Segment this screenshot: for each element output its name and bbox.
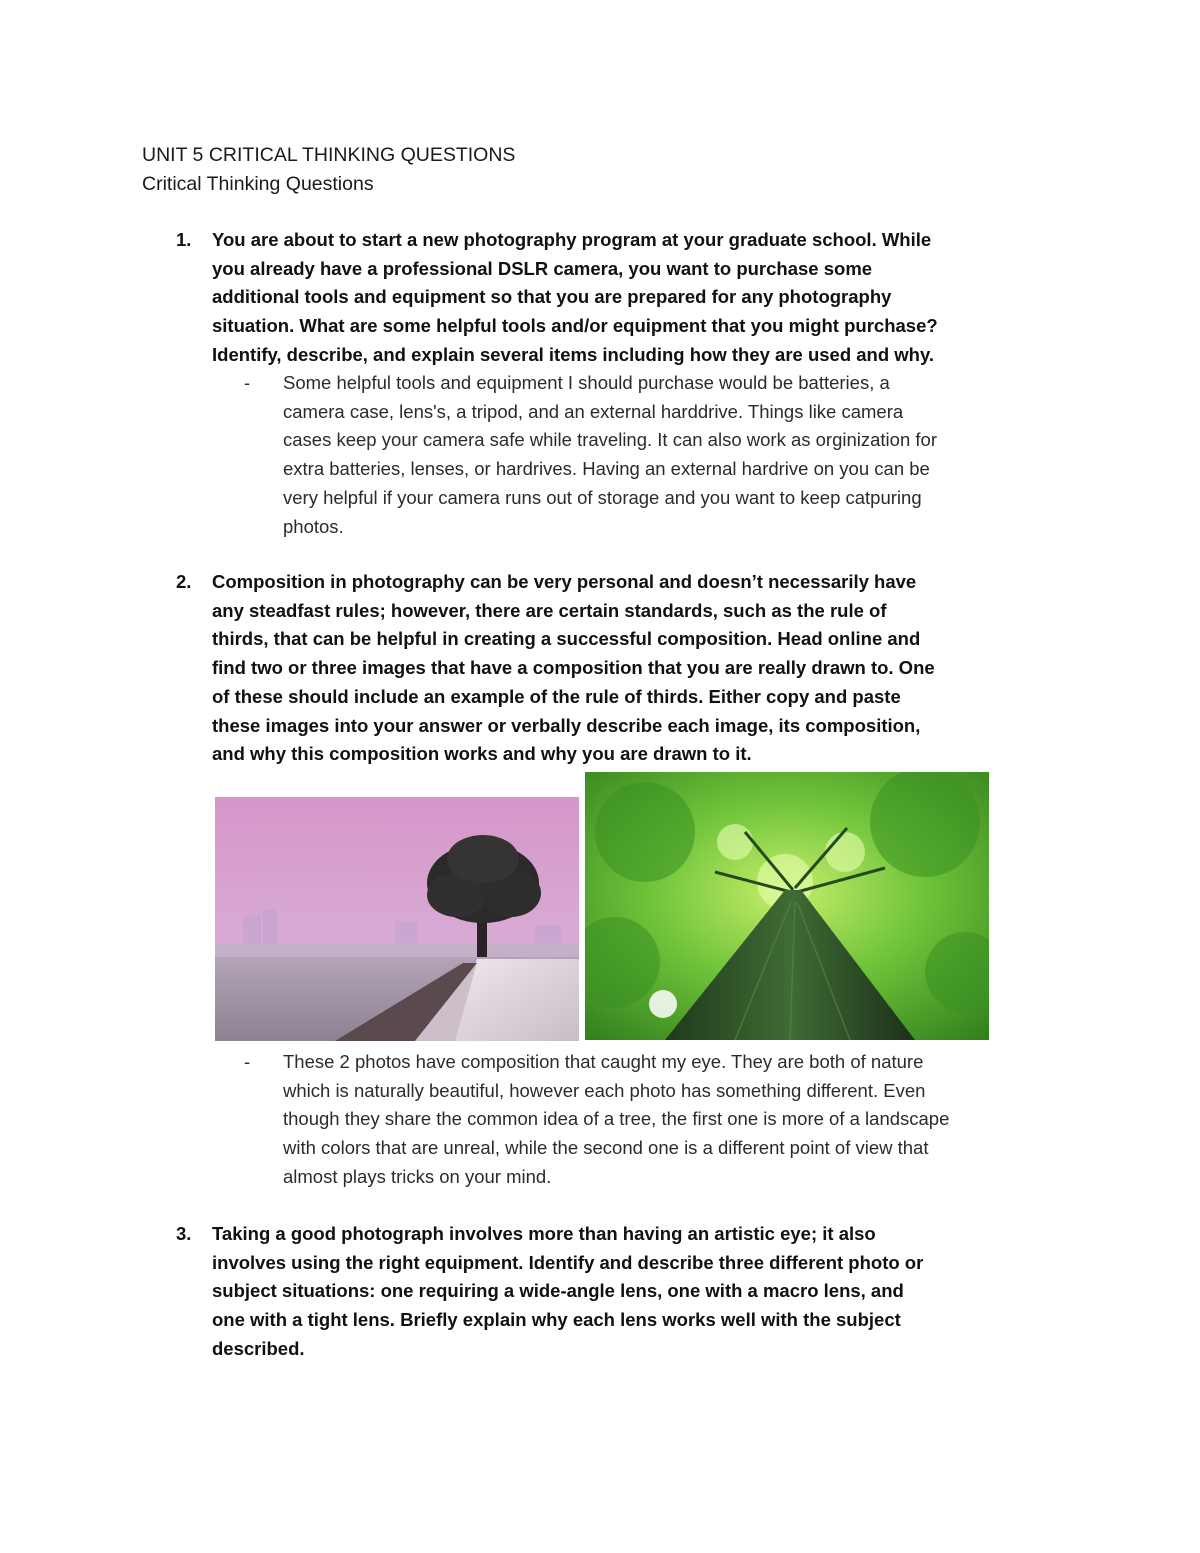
- document-title: UNIT 5 CRITICAL THINKING QUESTIONS: [142, 144, 516, 166]
- question-1: [176, 226, 1076, 370]
- answer-line: photos.: [283, 515, 344, 537]
- answer-line: extra batteries, lenses, or hardrives. Having an external hardrive on you can be: [283, 458, 930, 480]
- document-subtitle: Critical Thinking Questions: [142, 173, 374, 195]
- landscape-tree-photo: [215, 797, 579, 1041]
- answer-2: [244, 1048, 1084, 1192]
- question-line: you already have a professional DSLR camera, you want to purchase some: [212, 257, 873, 279]
- question-line: find two or three images that have a composition that you are really drawn to. One: [212, 657, 935, 679]
- answer-line: almost plays tricks on your mind.: [283, 1165, 552, 1187]
- bullet-dash: -: [244, 372, 251, 393]
- answer-text: [283, 1048, 1084, 1192]
- question-line: Taking a good photograph involves more than having an artistic eye; it also: [212, 1223, 876, 1244]
- answer-line: which is naturally beautiful, however each photo has something different. Even: [283, 1079, 926, 1101]
- question-text: [212, 568, 1076, 769]
- tree-canopy-image: [585, 772, 989, 1040]
- question-text: [212, 226, 1076, 370]
- question-line: of these should include an example of the rule of thirds. Either copy and paste: [212, 685, 901, 707]
- answer-text: [283, 369, 1084, 541]
- answer-line: These 2 photos have composition that caught my eye. They are both of nature: [283, 1051, 924, 1072]
- question-2: [176, 568, 1076, 769]
- answer-line: with colors that are unreal, while the second one is a different point of view that: [283, 1137, 929, 1159]
- question-line: situation. What are some helpful tools and/or equipment that you might purchase?: [212, 315, 938, 337]
- question-line: additional tools and equipment so that you are prepared for any photography: [212, 286, 892, 308]
- question-text: [212, 1220, 1076, 1364]
- question-line: any steadfast rules; however, there are certain standards, such as the rule of: [212, 599, 887, 621]
- answer-line: though they share the common idea of a tree, the first one is more of a landscape: [283, 1108, 950, 1130]
- question-line: Composition in photography can be very personal and doesn’t necessarily have: [212, 571, 917, 592]
- question-line: subject situations: one requiring a wide-angle lens, one with a macro lens, and: [212, 1280, 904, 1302]
- question-line: thirds, that can be helpful in creating a successful composition. Head online and: [212, 628, 921, 650]
- question-line: described.: [212, 1337, 305, 1359]
- question-line: Identify, describe, and explain several items including how they are used and why.: [212, 343, 935, 365]
- answer-line: camera case, lens's, a tripod, and an external harddrive. Things like camera: [283, 400, 904, 422]
- question-number: 2.: [176, 571, 192, 592]
- answer-line: Some helpful tools and equipment I should purchase would be batteries, a: [283, 372, 890, 393]
- question-line: one with a tight lens. Briefly explain why each lens works well with the subject: [212, 1309, 901, 1331]
- landscape-tree-image: [215, 797, 579, 1041]
- question-number: 3.: [176, 1223, 192, 1244]
- question-3: [176, 1220, 1076, 1364]
- answer-1: [244, 369, 1084, 541]
- question-line: these images into your answer or verbally describe each image, its composition,: [212, 714, 921, 736]
- tree-canopy-photo: [585, 772, 989, 1040]
- bullet-dash: -: [244, 1051, 251, 1072]
- answer-line: very helpful if your camera runs out of storage and you want to keep catpuring: [283, 486, 922, 508]
- question-line: involves using the right equipment. Identify and describe three different photo or: [212, 1251, 924, 1273]
- answer-line: cases keep your camera safe while traveling. It can also work as orginization for: [283, 429, 937, 451]
- question-line: and why this composition works and why you are drawn to it.: [212, 743, 752, 765]
- question-number: 1.: [176, 229, 192, 250]
- question-line: You are about to start a new photography program at your graduate school. While: [212, 229, 932, 250]
